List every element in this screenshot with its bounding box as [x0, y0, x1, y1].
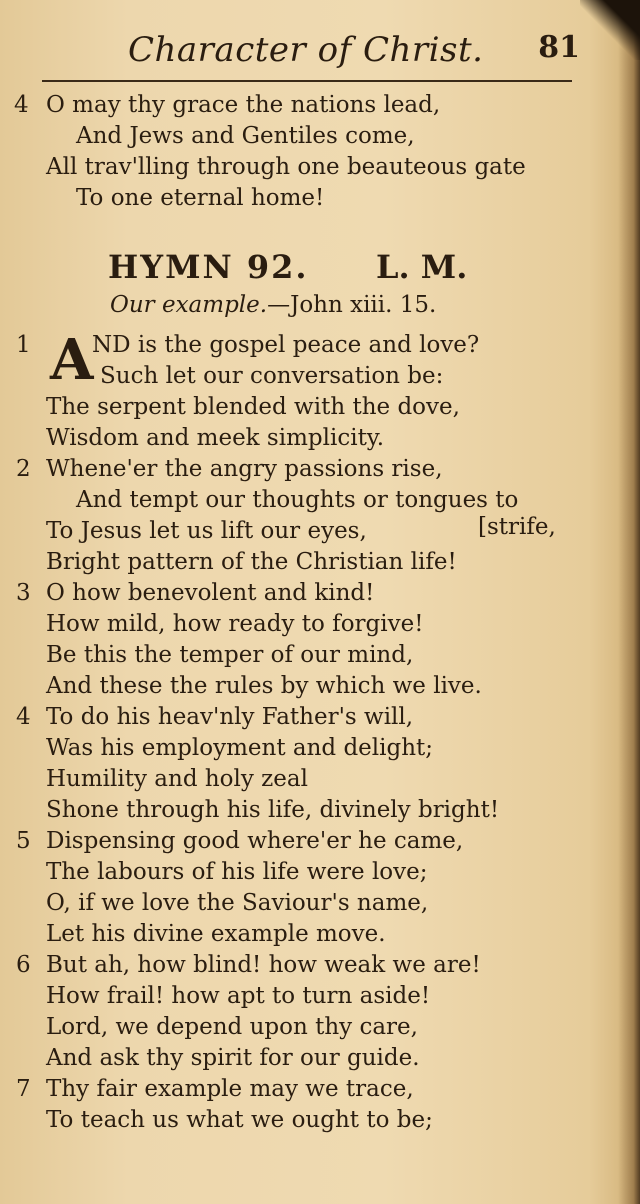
page-number: 81 [538, 30, 580, 65]
verse-line: Dispensing good where'er he came, [46, 828, 464, 854]
verse-line: And ask thy spirit for our guide. [46, 1045, 420, 1071]
hymn-meter: L. M. [376, 248, 468, 286]
header-rule [42, 80, 572, 82]
verse-line: ND is the gospel peace and love? [92, 332, 480, 358]
verse-line: Thy fair example may we trace, [46, 1076, 414, 1102]
page-corner-shadow [580, 0, 640, 60]
verse-line: O may thy grace the nations lead, [46, 92, 441, 118]
verse-line: To Jesus let us lift our eyes, [46, 518, 367, 544]
hymn-subtitle-italic: Our example. [110, 292, 268, 318]
verse-line: To one eternal home! [76, 185, 325, 211]
verse-line: Such let our conversation be: [100, 363, 444, 389]
running-title: Character of Christ. [128, 30, 484, 70]
page-header [40, 24, 580, 76]
verse-number: 4 [16, 704, 31, 730]
verse-number: 4 [14, 92, 29, 118]
verse-line: The labours of his life were love; [46, 859, 428, 885]
turnover-bracket: [strife, [478, 514, 556, 540]
verse-number: 7 [16, 1076, 31, 1102]
verse-line: How mild, how ready to forgive! [46, 611, 424, 637]
verse-line: And tempt our thoughts or tongues to [76, 487, 519, 513]
verse-line: Bright pattern of the Christian life! [46, 549, 457, 575]
verse-line: Was his employment and delight; [46, 735, 434, 761]
verse-number: 6 [16, 952, 31, 978]
verse-line: Whene'er the angry passions rise, [46, 456, 443, 482]
hymn-subtitle [110, 292, 436, 318]
verse-line: To do his heav'nly Father's will, [46, 704, 414, 730]
verse-line: Humility and holy zeal [46, 766, 308, 792]
verse-line: And these the rules by which we live. [46, 673, 482, 699]
verse-line: Let his divine example move. [46, 921, 386, 947]
verse-line: And Jews and Gentiles come, [76, 123, 415, 149]
drop-cap: A [50, 327, 94, 393]
verse-line: O how benevolent and kind! [46, 580, 375, 606]
verse-line: Shone through his life, divinely bright! [46, 797, 500, 823]
verse-line: But ah, how blind! how weak we are! [46, 952, 481, 978]
verse-line: All trav'lling through one beauteous gate [46, 154, 526, 180]
verse-number: 5 [16, 828, 31, 854]
verse-line: The serpent blended with the dove, [46, 394, 460, 420]
verse-number: 1 [16, 332, 31, 358]
verse-line: Wisdom and meek simplicity. [46, 425, 385, 451]
verse-line: O, if we love the Saviour's name, [46, 890, 429, 916]
verse-number: 3 [16, 580, 31, 606]
verse-line: How frail! how apt to turn aside! [46, 983, 431, 1009]
hymn-title: HYMN 92. [108, 248, 309, 286]
page-edge-shadow [618, 0, 640, 1204]
verse-line: To teach us what we ought to be; [46, 1107, 433, 1133]
hymn-scripture-ref: —John xiii. 15. [267, 292, 437, 318]
verse-line: Lord, we depend upon thy care, [46, 1014, 418, 1040]
verse-line: Be this the temper of our mind, [46, 642, 414, 668]
verse-number: 2 [16, 456, 31, 482]
